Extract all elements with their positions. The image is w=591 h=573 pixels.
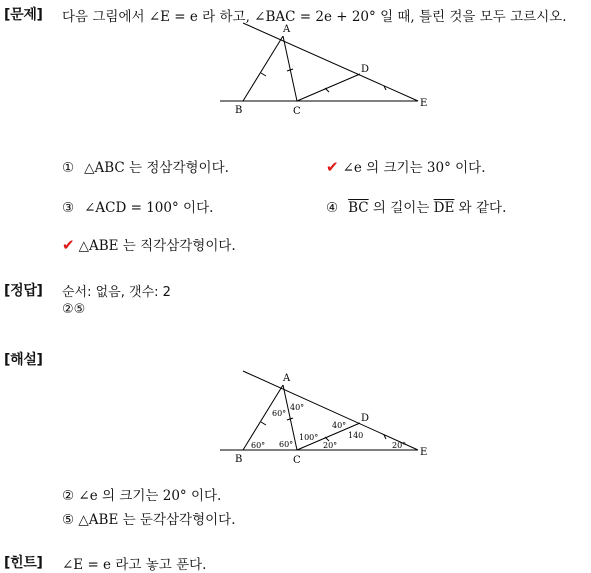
point-a: A <box>283 24 291 35</box>
point-e: E <box>420 98 428 109</box>
option-3-number: ③ <box>62 200 75 216</box>
option-2-text: ∠e 의 크기는 30° 이다. <box>342 160 486 176</box>
problem-figure <box>215 18 440 118</box>
problem-label: [문제] <box>4 7 43 23</box>
segment-bc: $\overline{BC}$ <box>348 200 369 216</box>
angle-label: 60° <box>272 409 287 418</box>
point-b: B <box>235 105 243 116</box>
option-1-number: ① <box>62 160 75 176</box>
point-b: B <box>235 454 243 465</box>
point-c: C <box>293 106 301 117</box>
angle-label: 20° <box>392 441 407 450</box>
option-5 <box>62 234 236 254</box>
option-3-text: ∠ACD = 100° 이다. <box>84 200 214 216</box>
option-3 <box>62 196 213 216</box>
point-d: D <box>361 64 370 75</box>
hint-text: ∠E = e 라고 놓고 푼다. <box>62 557 207 573</box>
explanation-label: [해설] <box>4 352 43 368</box>
explanation-line-1: ② ∠e 의 크기는 20° 이다. <box>62 488 222 504</box>
explanation-figure <box>215 366 440 466</box>
segment-de: $\overline{DE}$ <box>433 200 455 216</box>
option-4-number: ④ <box>326 200 339 216</box>
answer-line-2: ②⑤ <box>62 302 86 317</box>
option-1-text: △ABC 는 정삼각형이다. <box>84 160 229 176</box>
hint-label: [힌트] <box>4 555 43 571</box>
option-1 <box>62 156 229 176</box>
option-4-text-mid: 의 길이는 <box>368 200 434 216</box>
answer-label: [정답] <box>4 283 43 299</box>
option-4 <box>326 196 506 216</box>
check-mark-icon: ✔ <box>62 236 75 254</box>
point-d: D <box>361 413 370 424</box>
question-text: 다음 그림에서 ∠E = e 라 하고, ∠BAC = 2e + 20° 일 때, 틀린 것을 모두 고르시오. <box>62 9 567 25</box>
option-5-text: △ABE 는 직각삼각형이다. <box>78 238 236 254</box>
angle-label: 40° <box>332 421 347 430</box>
point-c: C <box>293 455 301 466</box>
explanation-line-2: ⑤ △ABE 는 둔각삼각형이다. <box>62 512 236 528</box>
angle-label: 60° <box>251 441 266 450</box>
angle-label: 140 <box>348 431 364 440</box>
angle-label: 60° <box>279 440 294 449</box>
check-mark-icon: ✔ <box>326 158 339 176</box>
option-2 <box>326 156 486 176</box>
angle-label: 40° <box>290 403 305 412</box>
angle-label: 20° <box>323 441 338 450</box>
option-4-text-post: 와 같다. <box>454 200 507 216</box>
answer-line-1: 순서: 없음, 갯수: 2 <box>62 285 171 300</box>
point-e: E <box>420 447 428 458</box>
angle-label: 100° <box>299 433 319 442</box>
point-a: A <box>283 373 291 384</box>
